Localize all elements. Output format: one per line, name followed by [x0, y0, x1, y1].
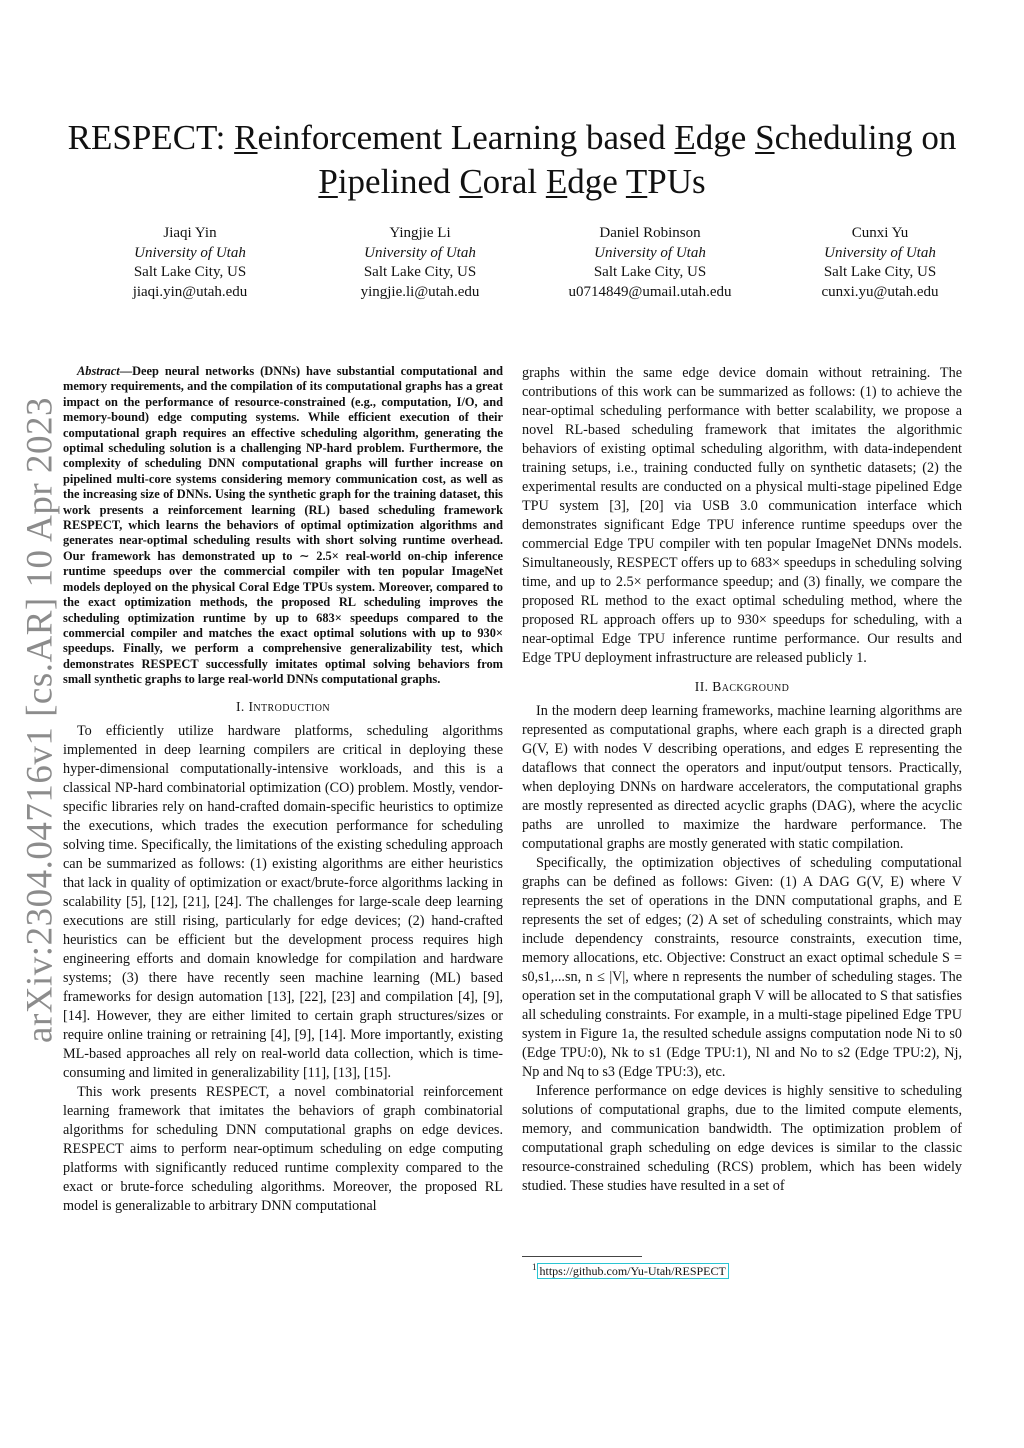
background-paragraph-1: In the modern deep learning frameworks, machine learning algorithms are represented as computational graphs, where each graph is a directed graph G(V, E) with nodes V describing operations, and edges E representing the dataflows that connect the operators and input/output tensors. Practically, when deploying DNNs on hardware accelerators, the computational graphs are mostly represented as directed acyclic graphs (DAG), where the acyclic paths are unrolled to maximize the hardware performance. The computational graphs are mostly generated with static compilation. — [522, 703, 962, 852]
title-line-1 — [0, 116, 1024, 160]
author-email[interactable]: yingjie.li@utah.edu — [360, 283, 480, 300]
intro-paragraph-1: To efficiently utilize hardware platforms, scheduling algorithms implemented in deep learning compilers are critical in deploying these hyper-dimensional computationally-intensive workloads, and this is a classical NP-hard combinatorial optimization (CO) problem. Mostly, vendor-specific libraries rely on hand-crafted domain-specific heuristics to optimize the executions, which trades the execution performance for scheduling solving time. Specifically, the limitations of the existing scheduling approach can be summarized as follows: (1) existing algorithms are either heuristics that lack in quality of optimization or exact/brute-force algorithms lacking in scalability [5], [12], [21], [24]. The challenges for large-scale deep learning executions are still rising, particularly for edge devices; (2) hand-crafted heuristics can be efficient but the development process requires high engineering efforts and domain knowledge for compilation and hardware systems; (3) there have recently seen machine learning (ML) based frameworks for design automation [13], [22], [23] and compilation [4], [9], [14]. However, they are either limited to certain graph structures/sizes or require online training or retraining [4], [9], [14]. More importantly, existing ML-based approaches all rely on real-world data collection, which is time-consuming and limited in generalizability [11], [13], [15]. — [63, 722, 503, 1081]
section-title: Introduction — [248, 698, 331, 714]
title-text-5: oral — [482, 162, 546, 201]
author-location: Salt Lake City, US — [133, 264, 247, 280]
author-block — [550, 224, 750, 302]
author-block — [320, 224, 520, 302]
author-name: Daniel Robinson — [599, 225, 701, 241]
author-block — [90, 224, 290, 302]
right-column — [522, 364, 962, 1196]
title-text-7: PUs — [647, 162, 706, 201]
author-name: Yingjie Li — [389, 225, 451, 241]
title-initial-r: R — [234, 118, 258, 157]
title-text-6: dge — [567, 162, 626, 201]
author-name: Jiaqi Yin — [163, 225, 217, 241]
title-prefix: RESPECT: — [67, 118, 235, 157]
footnote-mark: 1 — [532, 1262, 537, 1272]
section-number: I. — [235, 698, 249, 714]
intro-paragraph-3: graphs within the same edge device domain without retraining. The contributions of this work can be summarized as follows: (1) to achieve the near-optimal scheduling performance with better scalability, we propose a novel RL-based scheduling framework that imitates the algorithmic behaviors of existing optimal scheduling algorithm, with data-independent training setups, i.e., training conducted fully on synthetic datasets; (2) the experimental results are conducted on a physical multi-stage pipelined Edge TPU system [3], [20] via USB 3.0 communication interface which demonstrates significant Edge TPU inference runtime speedups over the commercial Edge TPU compiler with ten popular ImageNet DNNs models. Simultaneously, RESPECT offers up to 683× speedups in scheduling solving time, and up to 2.5× performance speedup; and (3) finally, we compare the proposed RL method to the exact optimal scheduling method, where the proposed RL approach offers up to 930× speedups for scheduling, with a near-optimal Edge TPU inference runtime performance. Our results and Edge TPU deployment infrastructure are released publicly 1. — [522, 365, 962, 666]
author-location: Salt Lake City, US — [363, 264, 477, 280]
author-email[interactable]: jiaqi.yin@utah.edu — [132, 283, 248, 300]
title-initial-p: P — [318, 162, 338, 201]
section-number: II. — [694, 679, 713, 694]
author-affiliation: University of Utah — [134, 244, 246, 261]
abstract-text: —Deep neural networks (DNNs) have substantial computational and memory requirements, and the compilation of its computational graphs has a great impact on the performance of resource-constrained (e.g., computation, I/O, and memory-bound) edge computing systems. While efficient execution of their computational graph requires an effective scheduling algorithm, generating the optimal scheduling solution is a challenging NP-hard problem. Furthermore, the complexity of scheduling DNN computational graphs will further increase on pipelined multi-core systems considering memory communication cost, as well as the increasing size of DNNs. Using the synthetic graph for the training dataset, this work presents a reinforcement learning (RL) based scheduling framework RESPECT, which learns the behaviors of optimal optimization algorithms and generates near-optimal scheduling results with short solving runtime overhead. Our framework has demonstrated up to ∼ 2.5× real-world on-chip inference runtime speedups over the commercial compiler with ten popular ImageNet models deployed on the physical Coral Edge TPUs system. Moreover, compared to the exact optimization methods, the proposed RL scheduling improves the scheduling optimization runtime by up to 683× speedups compared to the commercial compiler and matches the exact optimal solutions with up to 930× speedups. Finally, we perform a comprehensive generalizability test, which demonstrates RESPECT successfully imitates optimal solving behaviors from small synthetic graphs to large real-world DNNs computational graphs. — [63, 364, 503, 687]
footnote-rule — [522, 1256, 642, 1257]
author-affiliation: University of Utah — [824, 244, 936, 261]
arxiv-id: arXiv:2304.04716v1 [cs.AR] 10 Apr 2023 — [19, 397, 61, 1043]
author-block — [780, 224, 980, 302]
left-column — [63, 364, 503, 1216]
author-location: Salt Lake City, US — [593, 264, 707, 280]
background-paragraph-2: Specifically, the optimization objectives of scheduling computational graphs can be defined as follows: Given: (1) A DAG G(V, E) where V represents the set of operations in the DNN computational graphs, and E represents the set of edges; (2) A set of scheduling constraints, which may include dependency constraints, resource constraints, execution time, memory allocations, etc. Objective: Construct an exact optimal schedule S = s0,s1,...sn, n ≤ |V|, where n represents the number of scheduling stages. The operation set in the computational graph V will be allocated to S that satisfies all scheduling constraints. For example, in a multi-stage pipelined Edge TPU system in Figure 1a, the resulted schedule assigns computation node Ni to s0 (Edge TPU:0), Nk to s1 (Edge TPU:1), Nl and No to s2 (Edge TPU:2), Nj, Np and Nq to s3 (Edge TPU:3), etc. — [522, 855, 962, 1080]
section-title: Background — [712, 679, 790, 694]
author-affiliation: University of Utah — [364, 244, 476, 261]
title-text-1: einforcement Learning based — [257, 118, 675, 157]
title-text-4: ipelined — [337, 162, 460, 201]
title-line-2 — [0, 160, 1024, 204]
paper-title — [0, 116, 1024, 204]
footnote-link[interactable]: https://github.com/Yu-Utah/RESPECT — [537, 1263, 729, 1279]
title-initial-s: S — [755, 118, 775, 157]
title-initial-e: E — [674, 118, 696, 157]
abstract — [63, 364, 503, 688]
author-email[interactable]: u0714849@umail.utah.edu — [568, 283, 732, 300]
title-text-3: cheduling on — [774, 118, 957, 157]
author-affiliation: University of Utah — [594, 244, 706, 261]
footnote — [532, 1264, 729, 1279]
background-paragraph-3: Inference performance on edge devices is highly sensitive to scheduling solutions of computational graphs, due to the limited compute elements, memory, and communication bandwidth. The optimization problem of computational graph scheduling on edge devices is similar to the classic resource-constrained scheduling (RCS) problem, which has been widely studied. These studies have resulted in a set of — [522, 1083, 962, 1194]
abstract-label: Abstract — [77, 364, 120, 378]
section-heading-background — [522, 677, 962, 696]
title-text-2: dge — [695, 118, 756, 157]
title-initial-e2: E — [545, 162, 568, 201]
title-initial-c: C — [459, 162, 483, 201]
author-name: Cunxi Yu — [851, 225, 909, 241]
intro-paragraph-2: This work presents RESPECT, a novel combinatorial reinforcement learning framework that imitates the behaviors of graph combinatorial algorithms for scheduling DNN computational graphs on edge devices. RESPECT aims to perform near-optimum scheduling on edge computing platforms with significantly reduced runtime complexity compared to the exact or brute-force scheduling algorithms. Moreover, the proposed RL model is generalizable to arbitrary DNN computational — [63, 1083, 503, 1214]
author-list — [90, 224, 980, 302]
author-email[interactable]: cunxi.yu@utah.edu — [821, 283, 939, 300]
author-location: Salt Lake City, US — [823, 264, 937, 280]
section-heading-introduction — [63, 697, 503, 716]
title-initial-t: T — [625, 162, 648, 201]
arxiv-stamp — [10, 360, 70, 1080]
